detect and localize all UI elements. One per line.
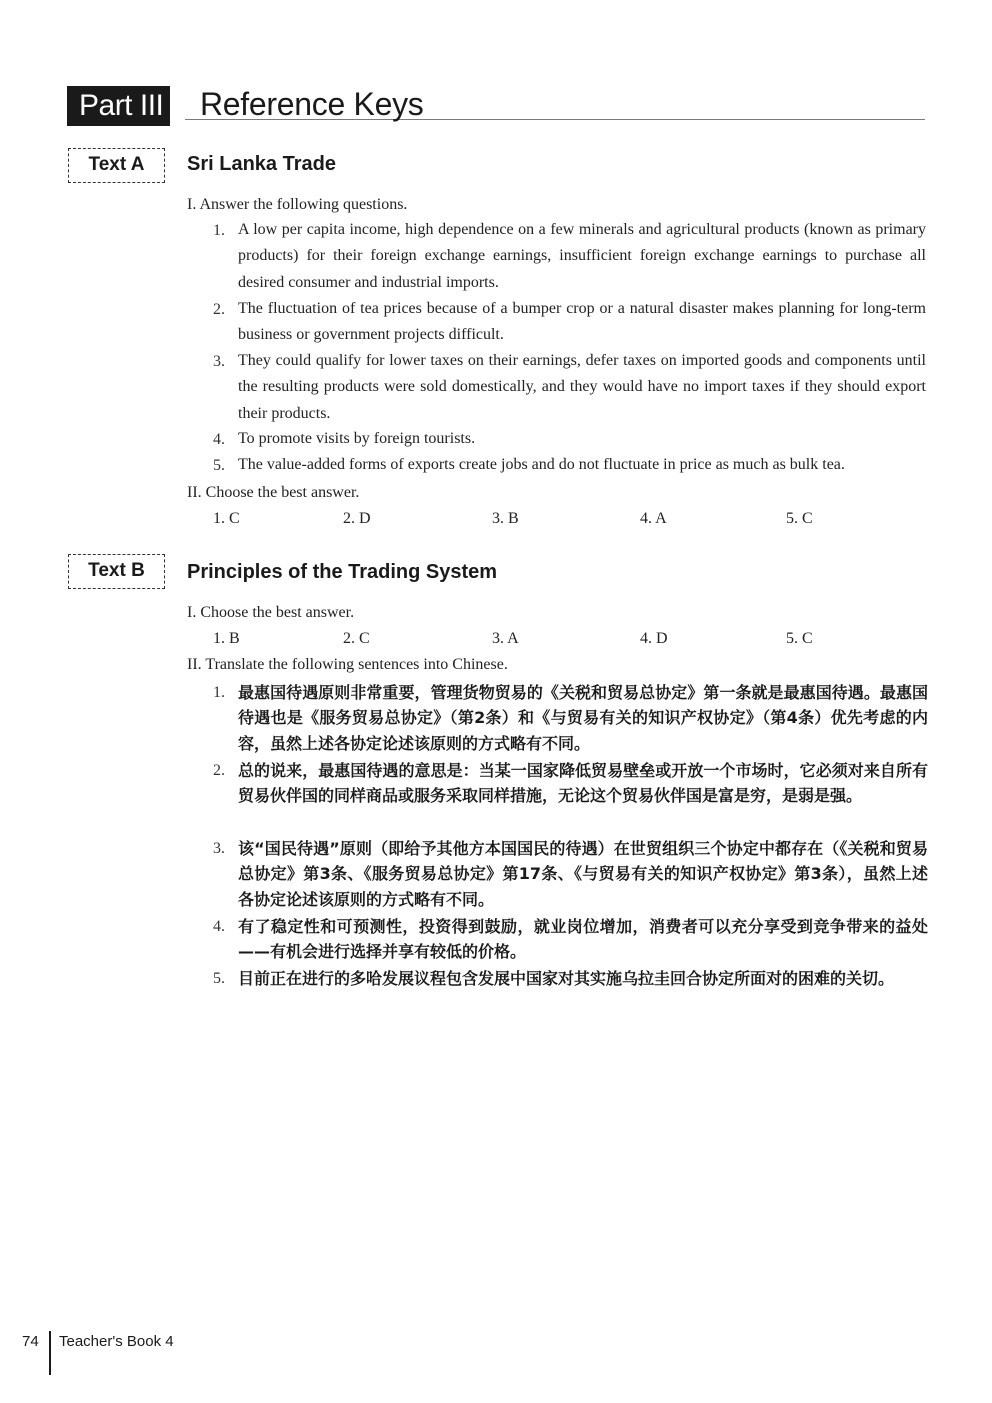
text-b-t3-number: 3. [213,840,225,857]
text-a-answer-1: 1. C [213,510,240,527]
text-a-title: Sri Lanka Trade [187,153,336,175]
text-b-t4-number: 4. [213,918,225,935]
text-a-answer-3: 3. B [492,510,519,527]
text-b-label: Text B [68,554,165,589]
text-a-q4-answer: To promote visits by foreign tourists. [238,430,476,447]
text-a-q5-number: 5. [213,457,225,474]
text-b-t1-number: 1. [213,684,225,701]
text-b-section1-heading: I. Choose the best answer. [187,604,355,621]
text-a-label: Text A [68,148,165,183]
text-a-answer-4: 4. A [640,510,667,527]
text-b-answer-4: 4. D [640,630,668,647]
text-b-title: Principles of the Trading System [187,561,498,583]
part-label: Part III [67,86,170,126]
text-b-t5-number: 5. [213,970,225,987]
text-b-t2-number: 2. [213,762,225,779]
text-b-t5-translation: 目前正在进行的多哈发展议程包含发展中国家对其实施乌拉圭回合协定所面对的困难的关切。 [238,969,895,988]
text-a-q2-number: 2. [213,301,225,318]
text-b-answer-1: 1. B [213,630,240,647]
text-a-section1-heading: I. Answer the following questions. [187,196,408,213]
text-a-q1-number: 1. [213,222,225,239]
text-a-answer-5: 5. C [786,510,813,527]
text-b-t3-translation: 该“国民待遇”原则（即给予其他方本国国民的待遇）在世贸组织三个协定中都存在（《关税和贸易总协定》第3条、《服务贸易总协定》第17条、《与贸易有关的知识产权协定》第3条），虽然上述各协定论述该原则的方式略有不同。 [238,839,928,909]
page-header [67,84,925,126]
text-b-answer-5: 5. C [786,630,813,647]
footer-divider [49,1331,51,1375]
text-a-q3-answer: They could qualify for lower taxes on their earnings, defer taxes on imported goods and components until the resulting products were sold domestically, and they would have no import taxes if they should export their products. [238,352,926,422]
text-a-q1-answer: A low per capita income, high dependence on a few minerals and agricultural products (known as primary products) for their foreign exchange earnings, insufficient foreign exchange earnings to purchase all desired consumer and industrial imports. [238,221,926,291]
text-b-section2-heading: II. Translate the following sentences into Chinese. [187,656,508,673]
text-a-section2-heading: II. Choose the best answer. [187,484,360,501]
page-number: 74 [22,1333,39,1350]
text-a-answer-2: 2. D [343,510,371,527]
text-b-answer-3: 3. A [492,630,519,647]
text-b-t4-translation: 有了稳定性和可预测性，投资得到鼓励，就业岗位增加，消费者可以充分享受到竞争带来的益处——有机会进行选择并享有较低的价格。 [238,917,928,962]
text-a-q2-answer: The fluctuation of tea prices because of a bumper crop or a natural disaster makes planning for long-term business or government projects difficult. [238,300,926,344]
text-b-answer-2: 2. C [343,630,370,647]
text-a-q4-number: 4. [213,431,225,448]
page-title: Reference Keys [200,86,424,122]
text-a-q5-answer: The value-added forms of exports create jobs and do not fluctuate in price as much as bulk tea. [238,456,845,473]
text-b-t1-translation: 最惠国待遇原则非常重要，管理货物贸易的《关税和贸易总协定》第一条就是最惠国待遇。最惠国待遇也是《服务贸易总协定》（第2条）和《与贸易有关的知识产权协定》（第4条）优先考虑的内容，虽然上述各协定论述该原则的方式略有不同。 [238,683,928,753]
book-title: Teacher's Book 4 [59,1333,174,1350]
text-a-q3-number: 3. [213,353,225,370]
text-b-t2-translation: 总的说来，最惠国待遇的意思是：当某一国家降低贸易壁垒或开放一个市场时，它必须对来自所有贸易伙伴国的同样商品或服务采取同样措施，无论这个贸易伙伴国是富是穷，是弱是强。 [238,761,928,806]
